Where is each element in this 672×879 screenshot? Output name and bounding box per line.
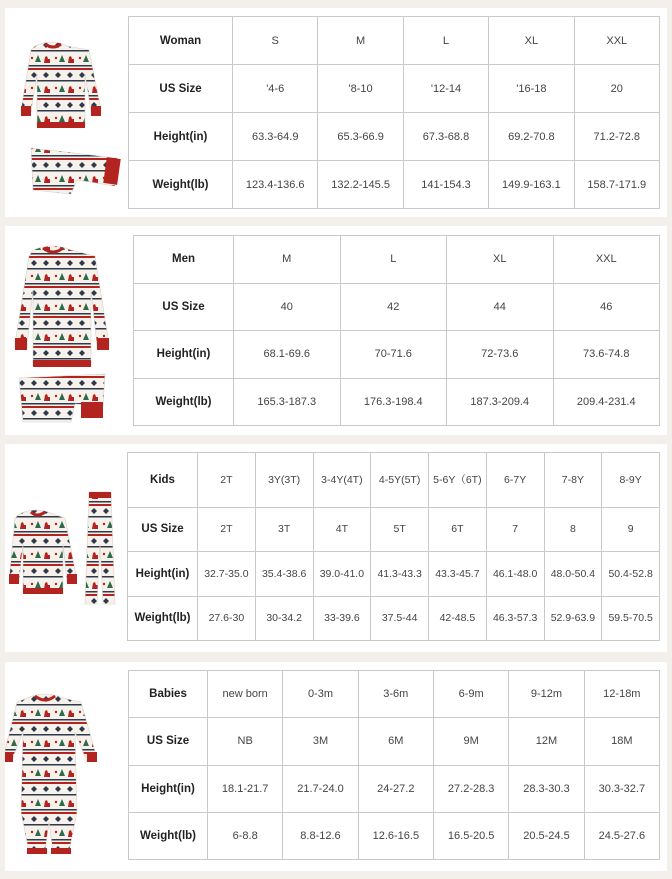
size-cell: 141-154.3 (403, 161, 488, 209)
size-cell: 40 (234, 283, 341, 331)
babies-size-panel (5, 662, 667, 871)
woman-height-row (129, 113, 660, 161)
size-cell: 12M (509, 718, 584, 765)
size-cell: 9-12m (509, 671, 584, 718)
size-cell: 42 (340, 283, 447, 331)
size-cell: 30.3-32.7 (584, 765, 659, 812)
size-cell: 3Y(3T) (255, 453, 313, 508)
size-cell: 158.7-171.9 (574, 161, 659, 209)
size-cell: 30-34.2 (255, 596, 313, 640)
kids-us-size-row (128, 507, 660, 551)
row-label: Weight(lb) (134, 378, 234, 426)
kids-size-panel (5, 444, 667, 652)
size-cell: 50.4-52.8 (602, 552, 660, 596)
size-cell: 69.2-70.8 (489, 113, 574, 161)
size-cell: 21.7-24.0 (283, 765, 358, 812)
size-cell: M (318, 17, 403, 65)
size-cell: 165.3-187.3 (234, 378, 341, 426)
size-cell: 46 (553, 283, 660, 331)
woman-us-size-row (129, 65, 660, 113)
size-cell: 209.4-231.4 (553, 378, 660, 426)
size-cell: 46.3-57.3 (486, 596, 544, 640)
row-label: Woman (129, 17, 233, 65)
size-cell: 72-73.6 (447, 331, 554, 379)
size-cell: 2T (198, 507, 256, 551)
row-label: Weight(lb) (128, 596, 198, 640)
size-cell: '16-18 (489, 65, 574, 113)
size-cell: 48.0-50.4 (544, 552, 602, 596)
size-cell: 68.1-69.6 (234, 331, 341, 379)
size-cell: 37.5-44 (371, 596, 429, 640)
size-cell: 5T (371, 507, 429, 551)
size-cell: S (233, 17, 318, 65)
size-cell: 52.9-63.9 (544, 596, 602, 640)
size-cell: 4-5Y(5T) (371, 453, 429, 508)
babies-header-row (129, 671, 660, 718)
size-cell: new born (208, 671, 283, 718)
size-cell: 43.3-45.7 (429, 552, 487, 596)
size-cell: 6T (429, 507, 487, 551)
row-label: Weight(lb) (129, 812, 208, 859)
size-cell: 24.5-27.6 (584, 812, 659, 859)
size-cell: 3-6m (358, 671, 433, 718)
size-cell: 3T (255, 507, 313, 551)
men-weight-row (134, 378, 660, 426)
woman-header-row (129, 17, 660, 65)
size-cell: 3M (283, 718, 358, 765)
size-cell: 176.3-198.4 (340, 378, 447, 426)
size-cell: 4T (313, 507, 371, 551)
men-size-table (133, 235, 660, 426)
size-cell: 7 (486, 507, 544, 551)
size-cell: XXL (553, 236, 660, 284)
size-cell: 71.2-72.8 (574, 113, 659, 161)
kids-header-row (128, 453, 660, 508)
size-cell: L (340, 236, 447, 284)
size-cell: XL (447, 236, 554, 284)
row-label: Men (134, 236, 234, 284)
size-cell: 8-9Y (602, 453, 660, 508)
size-cell: 28.3-30.3 (509, 765, 584, 812)
size-cell: 132.2-145.5 (318, 161, 403, 209)
size-cell: 70-71.6 (340, 331, 447, 379)
size-cell: 63.3-64.9 (233, 113, 318, 161)
size-cell: 9 (602, 507, 660, 551)
woman-weight-row (129, 161, 660, 209)
size-cell: 67.3-68.8 (403, 113, 488, 161)
row-label: Height(in) (129, 765, 208, 812)
size-cell: '8-10 (318, 65, 403, 113)
size-cell: 73.6-74.8 (553, 331, 660, 379)
kids-size-table (127, 452, 660, 641)
size-cell: 7-8Y (544, 453, 602, 508)
size-cell: 59.5-70.5 (602, 596, 660, 640)
size-cell: 24-27.2 (358, 765, 433, 812)
babies-height-row (129, 765, 660, 812)
babies-us-size-row (129, 718, 660, 765)
size-cell: 3-4Y(4T) (313, 453, 371, 508)
row-label: US Size (129, 65, 233, 113)
size-cell: 2T (198, 453, 256, 508)
men-us-size-row (134, 283, 660, 331)
men-pajama-image (5, 226, 127, 435)
size-cell: 44 (447, 283, 554, 331)
row-label: US Size (134, 283, 234, 331)
size-cell: 6-9m (433, 671, 508, 718)
size-cell: 27.6-30 (198, 596, 256, 640)
size-cell: 6-7Y (486, 453, 544, 508)
size-cell: M (234, 236, 341, 284)
kids-weight-row (128, 596, 660, 640)
size-cell: 33-39.6 (313, 596, 371, 640)
kids-pajama-image (5, 444, 127, 652)
size-cell: 12.6-16.5 (358, 812, 433, 859)
woman-size-panel (5, 8, 667, 217)
woman-size-table (128, 16, 660, 209)
size-cell: L (403, 17, 488, 65)
size-cell: 35.4-38.6 (255, 552, 313, 596)
size-cell: 187.3-209.4 (447, 378, 554, 426)
row-label: US Size (129, 718, 208, 765)
row-label: Height(in) (134, 331, 234, 379)
size-cell: NB (208, 718, 283, 765)
row-label: US Size (128, 507, 198, 551)
size-cell: 18.1-21.7 (208, 765, 283, 812)
size-cell: XXL (574, 17, 659, 65)
size-cell: 9M (433, 718, 508, 765)
size-cell: XL (489, 17, 574, 65)
size-cell: 27.2-28.3 (433, 765, 508, 812)
size-cell: 65.3-66.9 (318, 113, 403, 161)
size-cell: 18M (584, 718, 659, 765)
babies-weight-row (129, 812, 660, 859)
babies-size-table (128, 670, 660, 860)
size-cell: '12-14 (403, 65, 488, 113)
size-cell: 46.1-48.0 (486, 552, 544, 596)
men-header-row (134, 236, 660, 284)
row-label: Weight(lb) (129, 161, 233, 209)
size-cell: 123.4-136.6 (233, 161, 318, 209)
size-cell: 20.5-24.5 (509, 812, 584, 859)
size-cell: 6M (358, 718, 433, 765)
row-label: Height(in) (128, 552, 198, 596)
men-size-panel (5, 226, 667, 435)
size-cell: 149.9-163.1 (489, 161, 574, 209)
row-label: Kids (128, 453, 198, 508)
baby-pajama-image (5, 662, 127, 871)
size-cell: 39.0-41.0 (313, 552, 371, 596)
size-cell: 8 (544, 507, 602, 551)
size-cell: 42-48.5 (429, 596, 487, 640)
size-cell: '4-6 (233, 65, 318, 113)
size-cell: 0-3m (283, 671, 358, 718)
size-cell: 16.5-20.5 (433, 812, 508, 859)
row-label: Height(in) (129, 113, 233, 161)
size-cell: 12-18m (584, 671, 659, 718)
size-cell: 8.8-12.6 (283, 812, 358, 859)
size-cell: 6-8.8 (208, 812, 283, 859)
woman-pajama-image (5, 8, 127, 217)
size-cell: 20 (574, 65, 659, 113)
row-label: Babies (129, 671, 208, 718)
size-cell: 32.7-35.0 (198, 552, 256, 596)
men-height-row (134, 331, 660, 379)
size-cell: 5-6Y（6T) (429, 453, 487, 508)
kids-height-row (128, 552, 660, 596)
size-cell: 41.3-43.3 (371, 552, 429, 596)
